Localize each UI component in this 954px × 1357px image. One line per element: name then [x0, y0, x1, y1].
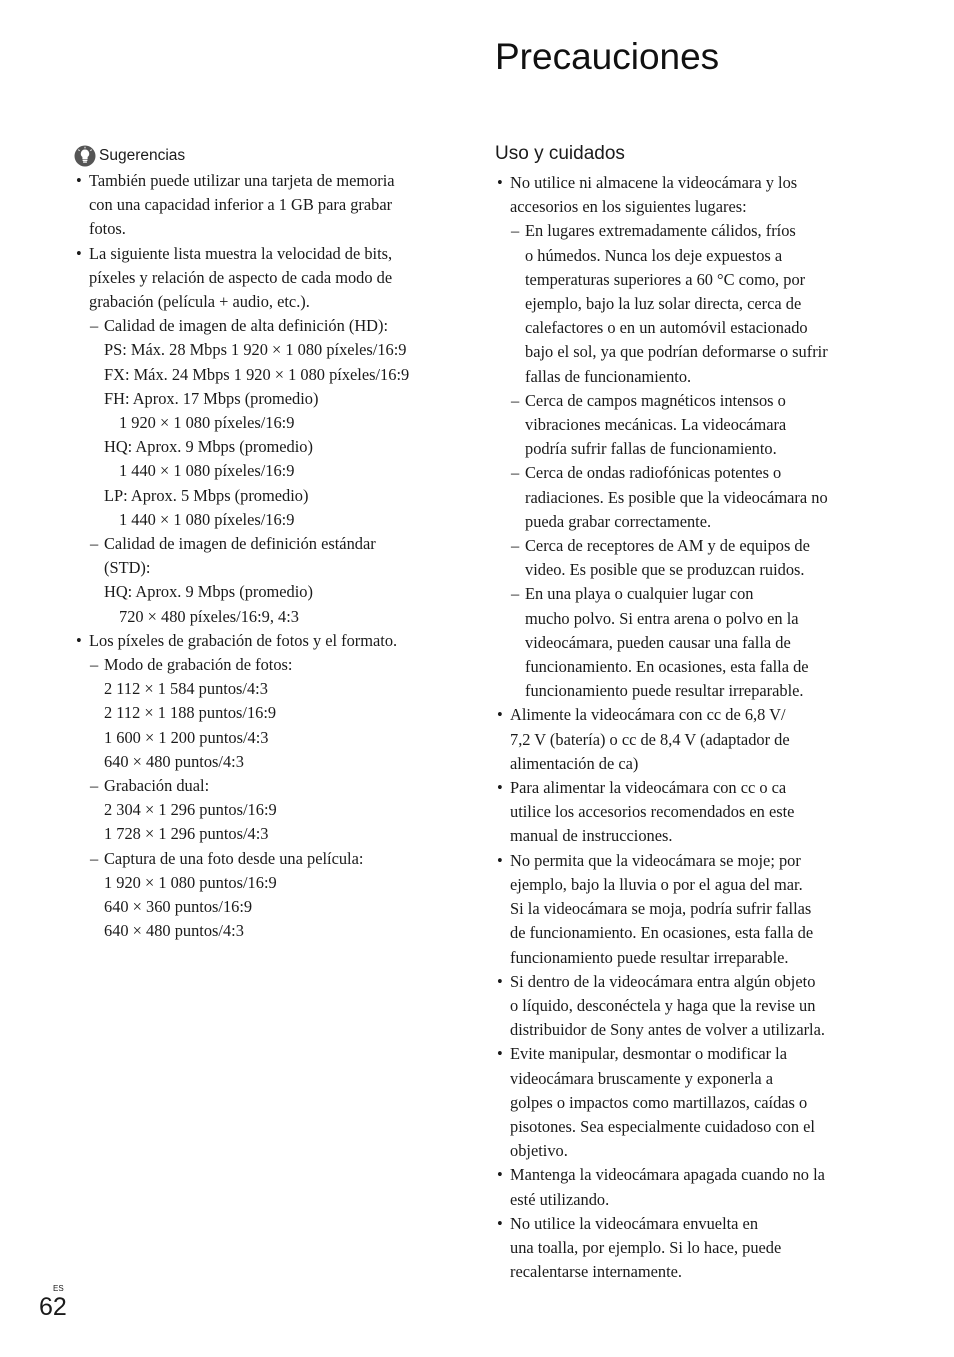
- text-line: Calidad de imagen de definición estándar: [104, 534, 376, 554]
- text-line: objetivo.: [510, 1141, 568, 1161]
- text-line: temperaturas superiores a 60 °C como, por: [525, 269, 806, 289]
- sub-list-item: [74, 774, 446, 847]
- list-item: [495, 776, 867, 849]
- sub-list-item: [74, 532, 446, 629]
- text-line: • Si dentro de la videocámara entra algún objeto: [510, 971, 816, 991]
- text-line: videocámara, pueden causar una falla de: [525, 632, 791, 652]
- text-line: funcionamiento puede resultar irreparable.: [510, 947, 789, 967]
- text-line: calefactores o en un automóvil estacionado: [525, 318, 808, 338]
- text-line: ejemplo, bajo la luz solar directa, cerca de: [525, 294, 802, 314]
- sub-list-item: [74, 847, 446, 944]
- text-line: o húmedos. Nunca los deje expuestos a: [525, 245, 783, 265]
- text-line: 1 440 × 1 080 píxeles/16:9: [119, 509, 295, 529]
- text-line: de funcionamiento. En ocasiones, esta falla de: [510, 923, 814, 943]
- list-item: [495, 1042, 867, 1163]
- text-line: o líquido, desconéctela y haga que la revise un: [510, 995, 816, 1015]
- text-line: 1 920 × 1 080 píxeles/16:9: [119, 413, 295, 433]
- list-item: [495, 171, 867, 219]
- text-line: accesorios en los siguientes lugares:: [510, 197, 747, 217]
- text-line: podría sufrir fallas de funcionamiento.: [525, 439, 777, 459]
- text-line: En una playa o cualquier lugar con: [525, 584, 754, 604]
- sub-list-item: [74, 653, 446, 774]
- text-line: En lugares extremadamente cálidos, fríos: [525, 221, 796, 241]
- language-code: ES: [53, 1284, 64, 1293]
- dash-marker: –: [90, 776, 99, 796]
- text-line: 1 920 × 1 080 puntos/16:9: [104, 872, 277, 892]
- tips-column: [74, 143, 446, 944]
- dash-marker: –: [90, 655, 99, 675]
- text-line: 2 112 × 1 188 puntos/16:9: [104, 703, 277, 723]
- text-line: grabación (película + audio, etc.).: [89, 292, 310, 312]
- text-line: Modo de grabación de fotos:: [104, 655, 293, 675]
- text-line: • También puede utilizar una tarjeta de memoria: [89, 171, 395, 190]
- text-line: una toalla, por ejemplo. Si lo hace, puede: [510, 1237, 782, 1257]
- care-column: [495, 141, 867, 1284]
- text-line: • Evite manipular, desmontar o modificar la: [510, 1044, 787, 1064]
- text-line: pueda grabar correctamente.: [525, 511, 712, 531]
- text-line: 640 × 480 puntos/4:3: [104, 751, 244, 771]
- text-line: • No permita que la videocámara se moje; por: [510, 850, 801, 870]
- dash-marker: –: [511, 536, 520, 556]
- text-line: distribuidor de Sony antes de volver a utilizarla.: [510, 1020, 825, 1040]
- text-line: 1 728 × 1 296 puntos/4:3: [104, 824, 269, 844]
- text-line: radiaciones. Es posible que la videocámara no: [525, 487, 828, 507]
- text-line: funcionamiento puede resultar irreparable.: [525, 681, 804, 701]
- sub-list-item: [74, 314, 446, 532]
- dash-marker: –: [511, 463, 520, 483]
- text-line: píxeles y relación de aspecto de cada modo de: [89, 267, 393, 287]
- care-list: [495, 171, 867, 1284]
- text-line: • La siguiente lista muestra la velocidad de bits,: [89, 243, 393, 263]
- text-line: HQ: Aprox. 9 Mbps (promedio): [104, 582, 313, 602]
- text-line: FX: Máx. 24 Mbps 1 920 × 1 080 píxeles/16:9: [104, 364, 410, 384]
- list-item: [495, 849, 867, 970]
- list-item: [495, 1163, 867, 1211]
- text-line: • No utilice la videocámara envuelta en: [510, 1213, 759, 1233]
- dash-marker: –: [90, 534, 99, 554]
- text-line: recalentarse internamente.: [510, 1262, 682, 1282]
- list-item: [495, 703, 867, 776]
- tips-list: [74, 169, 446, 944]
- text-line: • Los píxeles de grabación de fotos y el formato.: [89, 630, 398, 650]
- text-line: mucho polvo. Si entra arena o polvo en la: [525, 608, 799, 628]
- list-item: [495, 1212, 867, 1285]
- section-heading: Uso y cuidados: [495, 143, 625, 164]
- text-line: FH: Aprox. 17 Mbps (promedio): [104, 388, 319, 408]
- text-line: video. Es posible que se produzcan ruidos.: [525, 560, 805, 580]
- dash-marker: –: [511, 221, 520, 241]
- text-line: funcionamiento. En ocasiones, esta falla de: [525, 657, 809, 677]
- text-line: con una capacidad inferior a 1 GB para grabar: [89, 195, 393, 215]
- list-item: [74, 629, 446, 653]
- list-item: [74, 169, 446, 242]
- text-line: vibraciones mecánicas. La videocámara: [525, 415, 787, 435]
- text-line: alimentación de ca): [510, 753, 639, 773]
- text-line: golpes o impactos como martillazos, caídas o: [510, 1092, 808, 1112]
- text-line: Grabación dual:: [104, 776, 210, 796]
- dash-marker: –: [90, 848, 99, 868]
- text-line: Cerca de campos magnéticos intensos o: [525, 390, 786, 410]
- text-line: Calidad de imagen de alta definición (HD):: [104, 316, 389, 336]
- text-line: • Mantenga la videocámara apagada cuando no la: [510, 1165, 825, 1185]
- text-line: PS: Máx. 28 Mbps 1 920 × 1 080 píxeles/16:9: [104, 340, 407, 360]
- sub-list-item: [495, 582, 867, 703]
- sub-list-item: [495, 219, 867, 388]
- text-line: Cerca de ondas radiofónicas potentes o: [525, 463, 782, 483]
- text-line: 640 × 480 puntos/4:3: [104, 921, 244, 941]
- page-number: 62: [39, 1293, 67, 1321]
- text-line: utilice los accesorios recomendados en este: [510, 802, 795, 822]
- text-line: fotos.: [89, 219, 126, 239]
- sub-list-item: [495, 534, 867, 582]
- tips-heading: [74, 143, 446, 169]
- text-line: esté utilizando.: [510, 1189, 610, 1209]
- text-line: 2 112 × 1 584 puntos/4:3: [104, 679, 268, 699]
- text-line: 640 × 360 puntos/16:9: [104, 897, 253, 917]
- text-line: ejemplo, bajo la lluvia o por el agua del mar.: [510, 874, 803, 894]
- text-line: LP: Aprox. 5 Mbps (promedio): [104, 485, 309, 505]
- page-title: Precauciones: [495, 36, 720, 77]
- text-line: Captura de una foto desde una película:: [104, 848, 364, 868]
- text-line: Si la videocámara se moja, podría sufrir fallas: [510, 899, 812, 919]
- text-line: 7,2 V (batería) o cc de 8,4 V (adaptador de: [510, 729, 790, 749]
- text-line: videocámara bruscamente y exponerla a: [510, 1068, 774, 1088]
- dash-marker: –: [511, 390, 520, 410]
- text-line: 720 × 480 píxeles/16:9, 4:3: [119, 606, 299, 626]
- tips-heading-label: Sugerencias: [99, 146, 186, 164]
- list-item: [495, 970, 867, 1043]
- dash-marker: –: [511, 584, 520, 604]
- text-line: (STD):: [104, 558, 151, 578]
- lightbulb-icon: [74, 145, 96, 167]
- sub-list-item: [495, 389, 867, 462]
- text-line: 1 440 × 1 080 píxeles/16:9: [119, 461, 295, 481]
- text-line: Cerca de receptores de AM y de equipos de: [525, 536, 810, 556]
- text-line: • Para alimentar la videocámara con cc o ca: [510, 778, 787, 798]
- text-line: 2 304 × 1 296 puntos/16:9: [104, 800, 277, 820]
- text-line: • Alimente la videocámara con cc de 6,8 V/: [510, 705, 786, 725]
- sub-list-item: [495, 461, 867, 534]
- list-item: [74, 242, 446, 315]
- text-line: HQ: Aprox. 9 Mbps (promedio): [104, 437, 313, 457]
- text-line: pisotones. Sea especialmente cuidadoso con el: [510, 1116, 815, 1136]
- text-line: manual de instrucciones.: [510, 826, 673, 846]
- text-line: bajo el sol, ya que podrían deformarse o sufrir: [525, 342, 828, 362]
- text-line: 1 600 × 1 200 puntos/4:3: [104, 727, 269, 747]
- text-line: fallas de funcionamiento.: [525, 366, 692, 386]
- dash-marker: –: [90, 316, 99, 336]
- text-line: • No utilice ni almacene la videocámara y los: [510, 173, 798, 192]
